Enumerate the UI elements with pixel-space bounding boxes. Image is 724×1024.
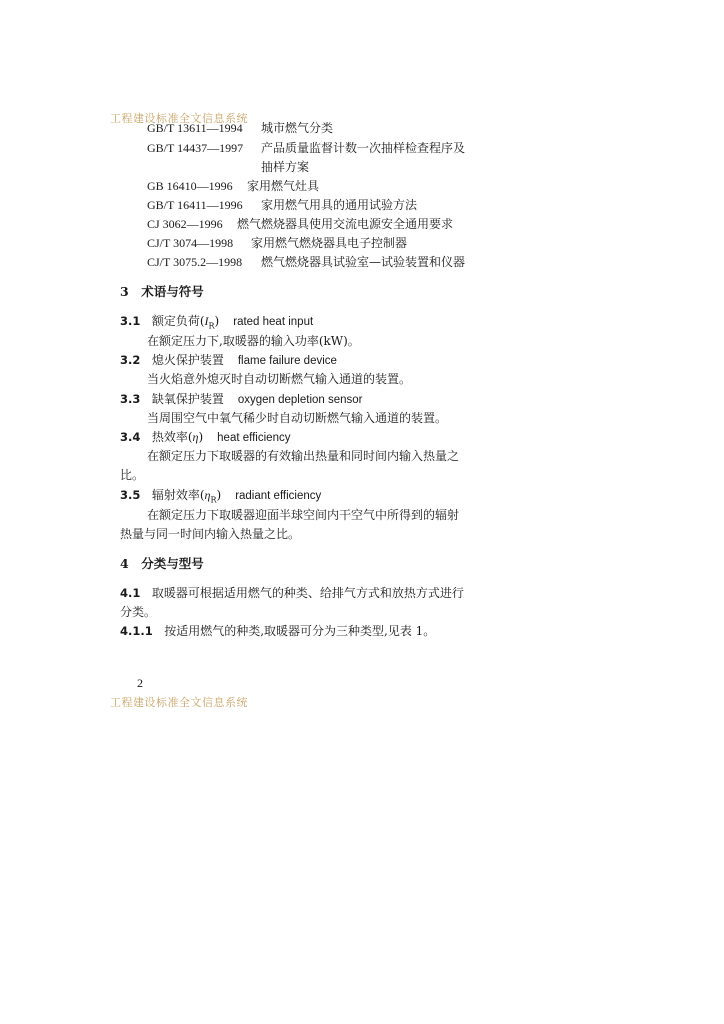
standard-ref: CJ/T 3074—1998 家用燃气燃烧器具电子控制器	[147, 236, 408, 250]
watermark-top: 工程建设标准全文信息系统	[110, 112, 248, 125]
term-definition: 比。	[120, 468, 145, 482]
clause-4-1-cont: 分类。	[120, 605, 157, 619]
standard-ref: 抽样方案	[261, 160, 310, 174]
standard-ref: GB/T 13611—1994 城市燃气分类	[147, 121, 334, 135]
term-3-1: 3.1 额定负荷$(I_R)$ rated heat input	[120, 314, 314, 331]
term-definition: 热量与同一时间内输入热量之比。	[120, 527, 301, 541]
standard-ref: CJ/T 3075.2—1998 燃气燃烧器具试验室—试验装置和仪器	[147, 255, 466, 269]
term-definition: 在额定压力下,取暖器的输入功率(kW)。	[147, 334, 360, 348]
page-number: 2	[137, 676, 143, 690]
clause-4-1-1: 4.1.1 按适用燃气的种类,取暖器可分为三种类型,见表 1。	[120, 624, 436, 638]
term-3-5: 3.5 辐射效率$(\eta_R)$ radiant efficiency	[120, 488, 322, 505]
term-3-2: 3.2 熄火保护装置 flame failure device	[120, 353, 337, 367]
watermark-bottom: 工程建设标准全文信息系统	[110, 696, 248, 709]
standard-ref: GB 16410—1996 家用燃气灶具	[147, 179, 320, 193]
section-heading: 3 术语与符号	[120, 284, 204, 299]
term-definition: 当周围空气中氧气稀少时自动切断燃气输入通道的装置。	[147, 411, 448, 425]
term-3-3: 3.3 缺氧保护装置 oxygen depletion sensor	[120, 392, 363, 406]
term-definition: 当火焰意外熄灭时自动切断燃气输入通道的装置。	[147, 372, 412, 386]
term-3-4: 3.4 热效率(η) heat efficiency	[120, 430, 291, 444]
standard-ref: GB/T 16411—1996 家用燃气用具的通用试验方法	[147, 198, 418, 212]
clause-4-1: 4.1 取暖器可根据适用燃气的种类、给排气方式和放热方式进行	[120, 586, 464, 600]
standard-ref: CJ 3062—1996 燃气燃烧器具使用交流电源安全通用要求	[147, 217, 454, 231]
section-heading: 4 分类与型号	[120, 556, 204, 571]
term-definition: 在额定压力下取暖器的有效输出热量和同时间内输入热量之	[147, 449, 460, 463]
standard-ref: GB/T 14437—1997 产品质量监督计数一次抽样检查程序及	[147, 141, 466, 155]
term-definition: 在额定压力下取暖器迎面半球空间内干空气中所得到的辐射	[147, 508, 460, 522]
